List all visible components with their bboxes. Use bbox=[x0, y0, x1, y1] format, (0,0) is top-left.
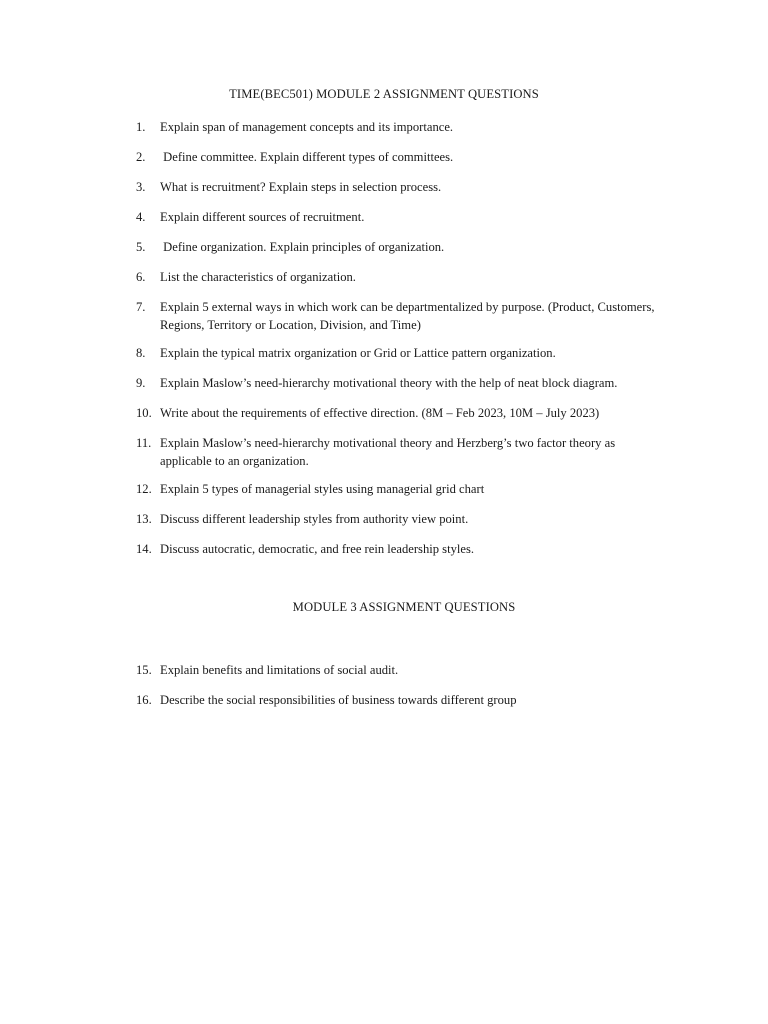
question-item bbox=[136, 480, 656, 498]
question-text: Explain Maslow’s need-hierarchy motivational theory and Herzberg’s two factor theory as applicable to an organization. bbox=[160, 436, 616, 468]
module-2-heading: TIME(BEC501) MODULE 2 ASSIGNMENT QUESTIONS bbox=[229, 87, 539, 101]
question-text: Discuss autocratic, democratic, and free rein leadership styles. bbox=[160, 542, 475, 556]
question-text: Describe the social responsibilities of business towards different group bbox=[160, 693, 517, 707]
question-item bbox=[136, 404, 656, 422]
question-item bbox=[136, 510, 656, 528]
question-text: Explain the typical matrix organization or Grid or Lattice pattern organization. bbox=[160, 346, 556, 360]
question-text: Explain 5 types of managerial styles using managerial grid chart bbox=[160, 482, 485, 496]
question-number: 15. bbox=[136, 663, 152, 677]
question-item bbox=[136, 298, 656, 334]
question-item bbox=[136, 661, 656, 679]
question-number: 8. bbox=[136, 346, 146, 360]
question-text: What is recruitment? Explain steps in selection process. bbox=[160, 180, 442, 194]
question-text: Explain different sources of recruitment. bbox=[160, 210, 365, 224]
question-text: Explain benefits and limitations of social audit. bbox=[160, 663, 399, 677]
question-number: 7. bbox=[136, 300, 146, 314]
question-number: 13. bbox=[136, 512, 152, 526]
question-text: Discuss different leadership styles from authority view point. bbox=[160, 512, 469, 526]
question-text: Explain span of management concepts and its importance. bbox=[160, 120, 454, 134]
question-number: 12. bbox=[136, 482, 152, 496]
question-number: 1. bbox=[136, 120, 146, 134]
question-text: Write about the requirements of effective direction. (8M – Feb 2023, 10M – July 2023) bbox=[160, 406, 600, 420]
module-2-question-list bbox=[136, 118, 656, 570]
question-item bbox=[136, 540, 656, 558]
question-text: Explain Maslow’s need-hierarchy motivational theory with the help of neat block diagram. bbox=[160, 376, 618, 390]
question-item bbox=[136, 268, 656, 286]
question-item bbox=[136, 118, 656, 136]
module-3-heading: MODULE 3 ASSIGNMENT QUESTIONS bbox=[292, 600, 516, 614]
question-number: 11. bbox=[136, 436, 152, 450]
question-text: Define organization. Explain principles of organization. bbox=[160, 240, 445, 254]
question-text: Define committee. Explain different types of committees. bbox=[160, 150, 454, 164]
question-text: Explain 5 external ways in which work can be departmentalized by purpose. (Product, Customers, Regions, Territory or Location, Division, and Time) bbox=[160, 300, 655, 332]
question-number: 9. bbox=[136, 376, 146, 390]
question-item bbox=[136, 374, 656, 392]
question-text: List the characteristics of organization. bbox=[160, 270, 356, 284]
question-item bbox=[136, 434, 656, 470]
question-number: 10. bbox=[136, 406, 152, 420]
question-number: 14. bbox=[136, 542, 152, 556]
question-item bbox=[136, 148, 656, 166]
question-number: 6. bbox=[136, 270, 146, 284]
question-number: 3. bbox=[136, 180, 146, 194]
question-item bbox=[136, 208, 656, 226]
question-item bbox=[136, 344, 656, 362]
question-number: 16. bbox=[136, 693, 152, 707]
question-item bbox=[136, 691, 656, 709]
question-item bbox=[136, 178, 656, 196]
question-number: 5. bbox=[136, 240, 146, 254]
question-number: 2. bbox=[136, 150, 146, 164]
question-item bbox=[136, 238, 656, 256]
module-3-question-list bbox=[136, 661, 656, 721]
question-number: 4. bbox=[136, 210, 146, 224]
